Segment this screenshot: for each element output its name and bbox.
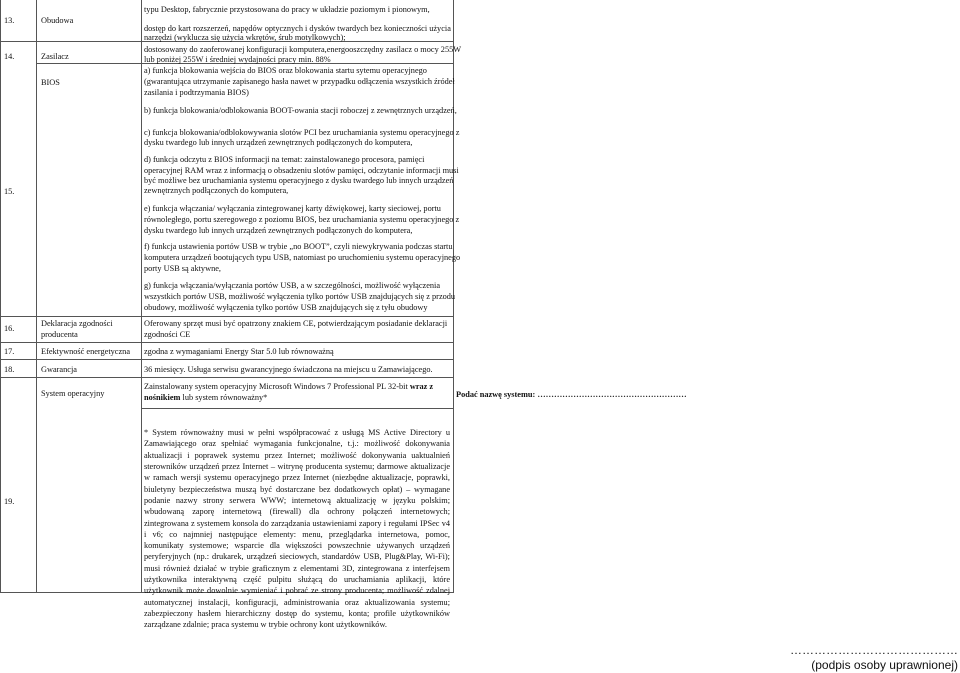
signature-label: (podpis osoby uprawnionej) [811, 658, 958, 672]
table-left-border [0, 0, 1, 593]
bios-b-line: b) funkcja blokowania/odblokowania BOOT-owania stacji roboczej z zewnętrznych urządzeń, [144, 106, 457, 115]
signature-block [790, 643, 958, 673]
row-14-number: 14. [4, 52, 15, 61]
bios-f-line-1: f) funkcja ustawienia portów USB w trybie „no BOOT”, czyli niewykrywania podczas startu [144, 242, 453, 251]
bios-e-line-1: e) funkcja włączania/ wyłączania zintegrowanej karty dźwiękowej, karty sieciowej, portu [144, 204, 441, 213]
row-18-label: Gwarancja [41, 365, 77, 374]
row-16-desc-line-1: Oferowany sprzęt musi być opatrzony znakiem CE, potwierdzającym posiadanie deklaracji [144, 319, 448, 328]
bios-d-line-1: d) funkcja odczytu z BIOS informacji na temat: zainstalowanego procesora, pamięci [144, 155, 425, 164]
row-16-desc-line-2: zgodności CE [144, 330, 191, 339]
row-16-number: 16. [4, 324, 15, 333]
row-17-number: 17. [4, 347, 15, 356]
bios-a-line-3: zasilania i podtrzymania BIOS) [144, 88, 249, 97]
bios-g-line-1: g) funkcja włączania/wyłączania portów USB, a w szczególności, możliwość wyłączenia [144, 281, 441, 290]
bios-d-line-2: operacyjnej RAM wraz z informacją o obsadzeniu slotów pamięci, odczytanie informacji musi [144, 166, 459, 175]
os-requirement-bold-1: wraz z [409, 382, 434, 391]
row-divider-19-inner [141, 408, 454, 409]
row-18-desc: 36 miesięcy. Usługa serwisu gwarancyjnego świadczona na miejscu u Zamawiającego. [144, 365, 433, 374]
row-15-label: BIOS [41, 78, 60, 87]
row-15-number: 15. [4, 187, 15, 196]
bios-f-line-2: komputera urządzeń bootujących typu USB, natomiast po uruchomieniu systemu operacyjnego [144, 253, 461, 262]
bios-c-line-2: dysku twardego lub innych urządzeń zewnętrznych podłączonych do komputera, [144, 138, 413, 147]
row-16-label-line-1: Deklaracja zgodności [41, 319, 113, 328]
row-16-label-line-2: producenta [41, 330, 78, 339]
row-14-desc-line-1: dostosowany do zaoferowanej konfiguracji komputera,energooszczędny zasilacz o mocy 255W [144, 45, 462, 54]
row-19-desc-line-2 [144, 392, 267, 403]
row-19-label: System operacyjny [41, 389, 105, 398]
os-requirement-text: Zainstalowany system operacyjny Microsoft Windows 7 Professional PL 32-bit [144, 382, 410, 391]
row-17-label: Efektywność energetyczna [41, 347, 130, 356]
bios-g-line-2: wszystkich portów USB, możliwość wyłączenia tylko portów USB znajdujących się z przodu [144, 292, 456, 301]
os-name-field[interactable]: Podać nazwę systemu: ……………………………………………… [456, 390, 687, 399]
row-13-desc-line-3: narzędzi (wyklucza się użycia wkrętów, śrub motylkowych); [144, 33, 346, 42]
table-col-divider-2 [141, 0, 142, 593]
row-18-number: 18. [4, 365, 15, 374]
bios-d-line-3: być możliwe bez uruchamiania systemu operacyjnego z dysku twardego lub innych urządzeń [144, 176, 454, 185]
table-col-divider-1 [36, 0, 37, 593]
row-divider-17-18 [0, 359, 454, 360]
row-17-desc: zgodna z wymaganiami Energy Star 5.0 lub równoważną [144, 347, 334, 356]
row-divider-15-16 [0, 316, 454, 317]
row-14-desc-line-2: lub poniżej 255W i średniej wydajności pracy min. 88% [144, 55, 331, 64]
bios-a-line-2: (gwarantująca utrzymanie zapisanego hasła nawet w przypadku odłączenia wszystkich źródeł [144, 77, 455, 86]
bios-c-line-1: c) funkcja blokowania/odblokowywania slotów PCI bez uruchamiania systemu operacyjnego z [144, 128, 460, 137]
row-13-number: 13. [4, 16, 15, 25]
row-19-number: 19. [4, 497, 15, 506]
bios-e-line-3: dysku twardego lub innych urządzeń zewnętrznych podłączonych do komputera, [144, 226, 413, 235]
row-13-desc-line-2: dostęp do kart rozszerzeń, napędów optycznych i dysków twardych bez konieczności użycia [144, 24, 451, 33]
os-requirement-alt: lub system równoważny* [180, 393, 268, 402]
bios-g-line-3: obudowy, możliwość wyłączenia tylko portów USB znajdujących się z tyłu obudowy [144, 303, 428, 312]
os-equivalent-requirements: * System równoważny musi w pełni współpracować z usługą MS Active Directory u Zamawiającego oraz spełniać wymagania funkcjonalne, t.j.: możliwość dokonywania aktualizacji i poprawek systemu przez Internet; możliwość dokonywania uaktualnień sterowników urządzeń przez Internet – witrynę producenta systemu; darmowe aktualizacje w ramach wersji systemu operacyjnego przez Internet (niezbędne aktualizacje, poprawki, biuletyny bezpieczeństwa muszą być dostarczane bez dodatkowych opłat) – wymagane podanie nazwy strony serwera WWW; internetową aktualizację w języku polskim; wbudowaną zaporę internetową (firewall) dla ochrony połączeń internetowych; zintegrowana z systemem konsola do zarządzania ustawieniami zapory i regułami IPSec v4 i v6; co najmniej następujące elementy: menu, przeglądarka internetowa, pomoc, komunikaty systemowe; wsparcie dla większości powszechnie używanych urządzeń peryferyjnych (np.: drukarek, urządzeń sieciowych, standardów USB, Plug&Play, Wi-Fi); musi również działać w trybie graficznym z elementami 3D, zintegrowana z interfejsem użytkownika interaktywną część pulpitu służącą do uruchamiania aplikacji, które użytkownik może dowolnie wymieniać i pobrać ze strony producenta; możliwość zdalnej automatycznej instalacji, konfiguracji, administrowania oraz aktualizowania systemu; zabezpieczony hasłem hierarchiczny dostęp do systemu, konta; profile użytkowników zarządzane zdalnie; praca systemu w trybie ochrony kont użytkowników. [144, 428, 450, 630]
os-requirement-bold-2: nośnikiem [144, 393, 181, 402]
row-divider-18-19 [0, 377, 454, 378]
row-13-desc-line-1: typu Desktop, fabrycznie przystosowana do pracy w układzie poziomym i pionowym, [144, 5, 430, 14]
row-divider-16-17 [0, 342, 454, 343]
bios-a-line-1: a) funkcja blokowania wejścia do BIOS oraz blokowania startu sytemu operacyjnego [144, 66, 427, 75]
row-13-label: Obudowa [41, 16, 74, 25]
bios-d-line-4: zewnętrznych podłączonych do komputera, [144, 186, 289, 195]
bios-e-line-2: równoległego, portu szeregowego z poziomu BIOS, bez uruchamiania systemu operacyjnego z [144, 215, 460, 224]
row-19-desc-line-1 [144, 381, 433, 392]
row-14-label: Zasilacz [41, 52, 69, 61]
bios-f-line-3: porty USB są aktywne, [144, 264, 221, 273]
signature-line: …………………………………… [790, 643, 958, 657]
